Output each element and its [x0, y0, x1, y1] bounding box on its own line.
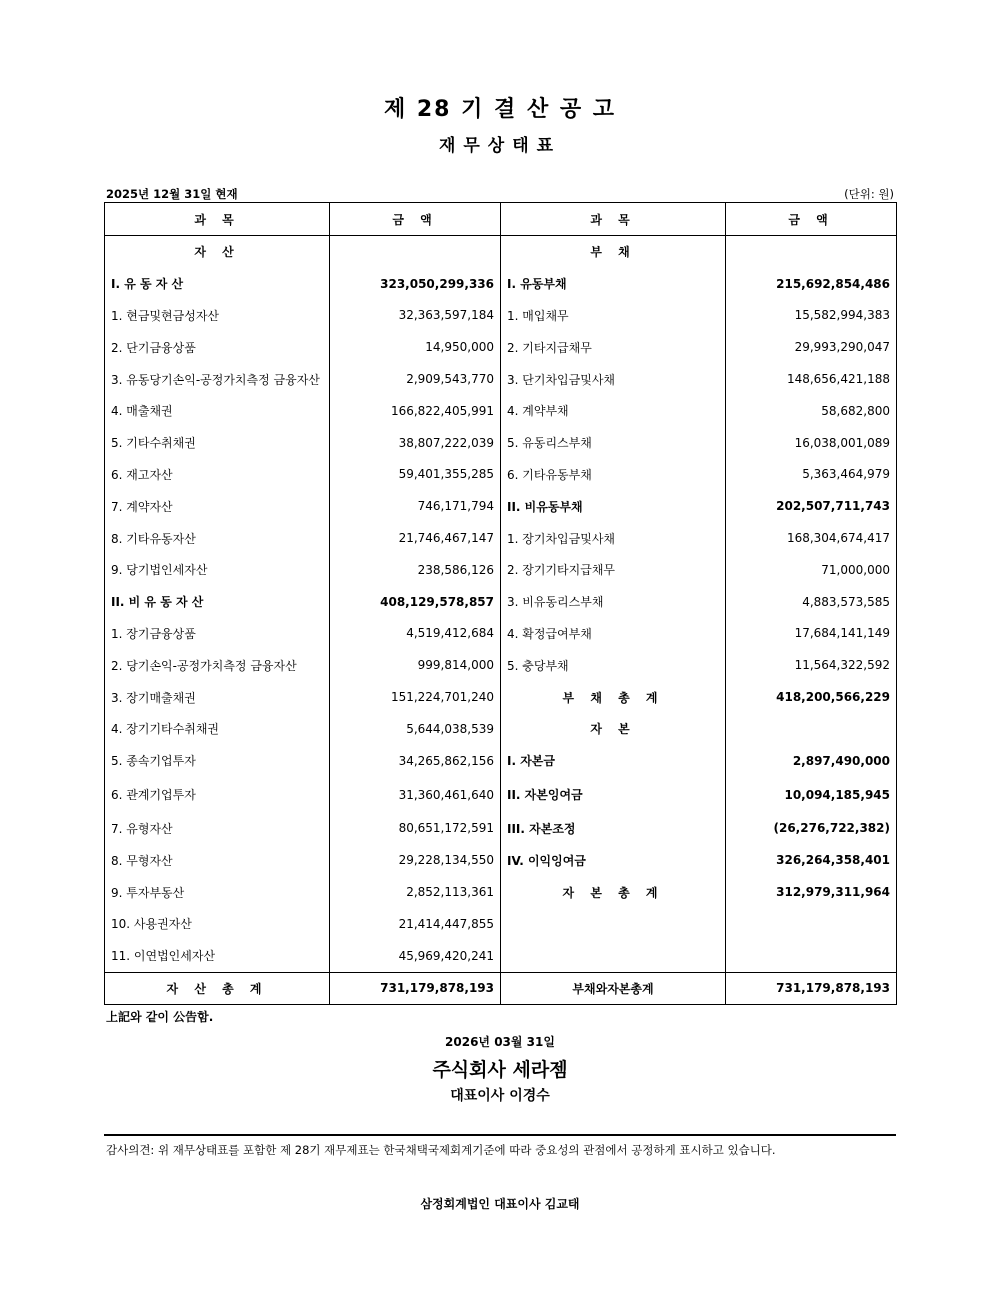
as-of-date: 2025년 12월 31일 현재 — [106, 187, 238, 201]
liability-equity-amount: 202,507,711,743 — [726, 490, 897, 522]
liability-equity-item: 5. 유동리스부채 — [501, 427, 726, 459]
asset-amount: 34,265,862,156 — [330, 745, 501, 777]
table-row — [105, 713, 897, 745]
asset-amount — [330, 236, 501, 268]
asset-amount: 2,852,113,361 — [330, 876, 501, 908]
liability-equity-item: 3. 단기차입금및사채 — [501, 363, 726, 395]
liability-equity-item: 1. 매입채무 — [501, 300, 726, 332]
asset-item: 11. 이연법인세자산 — [105, 940, 330, 972]
asset-item: 9. 당기법인세자산 — [105, 554, 330, 586]
liability-equity-item: 6. 기타유동부채 — [501, 459, 726, 491]
asset-amount: 999,814,000 — [330, 649, 501, 681]
asset-item: 3. 유동당기손익-공정가치측정 금융자산 — [105, 363, 330, 395]
table-body — [105, 236, 897, 973]
liability-equity-amount — [726, 908, 897, 940]
liability-equity-amount — [726, 940, 897, 972]
liability-equity-amount: 148,656,421,188 — [726, 363, 897, 395]
table-row — [105, 363, 897, 395]
liability-equity-amount: 11,564,322,592 — [726, 649, 897, 681]
asset-amount: 21,414,447,855 — [330, 908, 501, 940]
liability-equity-amount: 71,000,000 — [726, 554, 897, 586]
asset-item: 3. 장기매출채권 — [105, 681, 330, 713]
table-row — [105, 940, 897, 972]
statement-title: 재무상태표 — [438, 136, 562, 156]
asset-item: 1. 현금및현금성자산 — [105, 300, 330, 332]
table-row — [105, 331, 897, 363]
asset-amount: 238,586,126 — [330, 554, 501, 586]
asset-item: 7. 계약자산 — [105, 490, 330, 522]
total-row — [105, 972, 897, 1005]
table-row — [105, 844, 897, 876]
total-assets-label: 자 산 총 계 — [105, 972, 330, 1005]
audit-opinion: 감사의견: 위 재무상태표를 포함한 제 28기 재무제표는 한국채택국제회계기준에 따라 중요성의 관점에서 공정하게 표시하고 있습니다. — [106, 1143, 776, 1157]
liability-equity-item: 2. 기타지급채무 — [501, 331, 726, 363]
liability-equity-amount — [726, 713, 897, 745]
liability-equity-amount: 10,094,185,945 — [726, 777, 897, 813]
public-notice-statement: 上記와 같이 公告함. — [106, 1010, 214, 1024]
liability-equity-item: 자 본 총 계 — [501, 876, 726, 908]
liability-equity-item: 4. 계약부채 — [501, 395, 726, 427]
liability-equity-item: IV. 이익잉여금 — [501, 844, 726, 876]
liability-equity-amount: 5,363,464,979 — [726, 459, 897, 491]
asset-amount: 59,401,355,285 — [330, 459, 501, 491]
table-row — [105, 300, 897, 332]
table-row — [105, 681, 897, 713]
liability-equity-amount: 312,979,311,964 — [726, 876, 897, 908]
asset-item: 자 산 — [105, 236, 330, 268]
publication-date: 2026년 03월 31일 — [445, 1035, 555, 1049]
liability-equity-item: 부 채 총 계 — [501, 681, 726, 713]
asset-amount: 45,969,420,241 — [330, 940, 501, 972]
asset-amount: 2,909,543,770 — [330, 363, 501, 395]
table-row — [105, 236, 897, 268]
divider — [104, 1134, 896, 1136]
balance-sheet-table — [104, 202, 897, 1005]
liability-equity-amount: 4,883,573,585 — [726, 586, 897, 618]
table-row — [105, 618, 897, 650]
liability-equity-item — [501, 940, 726, 972]
table-row — [105, 395, 897, 427]
table-row — [105, 777, 897, 813]
table-row — [105, 649, 897, 681]
company-name: 주식회사 세라젬 — [432, 1059, 568, 1081]
liability-equity-item: II. 비유동부채 — [501, 490, 726, 522]
header-liabilities-item: 과 목 — [501, 203, 726, 236]
asset-amount: 38,807,222,039 — [330, 427, 501, 459]
liability-equity-item: II. 자본잉여금 — [501, 777, 726, 813]
asset-item: II. 비 유 동 자 산 — [105, 586, 330, 618]
asset-item: 1. 장기금융상품 — [105, 618, 330, 650]
asset-item: 10. 사용권자산 — [105, 908, 330, 940]
liability-equity-amount: 2,897,490,000 — [726, 745, 897, 777]
liability-equity-item: 5. 충당부채 — [501, 649, 726, 681]
asset-item: 8. 기타유동자산 — [105, 522, 330, 554]
liability-equity-item: 부 채 — [501, 236, 726, 268]
header-assets-item: 과 목 — [105, 203, 330, 236]
asset-amount: 31,360,461,640 — [330, 777, 501, 813]
liability-equity-amount — [726, 236, 897, 268]
header-assets-amount: 금 액 — [330, 203, 501, 236]
liability-equity-amount: 29,993,290,047 — [726, 331, 897, 363]
asset-amount: 408,129,578,857 — [330, 586, 501, 618]
asset-item: 5. 종속기업투자 — [105, 745, 330, 777]
currency-unit: (단위: 원) — [844, 187, 894, 201]
asset-item: 2. 단기금융상품 — [105, 331, 330, 363]
asset-amount: 166,822,405,991 — [330, 395, 501, 427]
table-row — [105, 586, 897, 618]
liability-equity-item: 3. 비유동리스부채 — [501, 586, 726, 618]
liability-equity-amount: 418,200,566,229 — [726, 681, 897, 713]
liability-equity-amount: 15,582,994,383 — [726, 300, 897, 332]
asset-amount: 32,363,597,184 — [330, 300, 501, 332]
liability-equity-amount: 16,038,001,089 — [726, 427, 897, 459]
table-row — [105, 427, 897, 459]
table-row — [105, 876, 897, 908]
asset-amount: 151,224,701,240 — [330, 681, 501, 713]
asset-item: 5. 기타수취채권 — [105, 427, 330, 459]
table-row — [105, 459, 897, 491]
liability-equity-item: 4. 확정급여부채 — [501, 618, 726, 650]
asset-amount: 4,519,412,684 — [330, 618, 501, 650]
liability-equity-amount: (26,276,722,382) — [726, 813, 897, 845]
asset-amount: 80,651,172,591 — [330, 813, 501, 845]
table-row — [105, 745, 897, 777]
liability-equity-item: III. 자본조정 — [501, 813, 726, 845]
notice-title: 제 28 기 결 산 공 고 — [383, 97, 617, 122]
asset-amount: 5,644,038,539 — [330, 713, 501, 745]
asset-amount: 746,171,794 — [330, 490, 501, 522]
asset-item: 2. 당기손익-공정가치측정 금융자산 — [105, 649, 330, 681]
liability-equity-item: 1. 장기차입금및사채 — [501, 522, 726, 554]
table-header-row — [105, 203, 897, 236]
liability-equity-item: 자 본 — [501, 713, 726, 745]
asset-item: 6. 관계기업투자 — [105, 777, 330, 813]
header-liabilities-amount: 금 액 — [726, 203, 897, 236]
asset-item: 6. 재고자산 — [105, 459, 330, 491]
asset-item: 4. 장기기타수취채권 — [105, 713, 330, 745]
asset-amount: 29,228,134,550 — [330, 844, 501, 876]
total-liabilities-equity-amount: 731,179,878,193 — [726, 972, 897, 1005]
asset-item: 9. 투자부동산 — [105, 876, 330, 908]
liability-equity-amount: 58,682,800 — [726, 395, 897, 427]
total-liabilities-equity-label: 부채와자본총계 — [501, 972, 726, 1005]
liability-equity-item — [501, 908, 726, 940]
table-row — [105, 554, 897, 586]
liability-equity-item: I. 자본금 — [501, 745, 726, 777]
table-row — [105, 908, 897, 940]
asset-amount: 21,746,467,147 — [330, 522, 501, 554]
liability-equity-amount: 215,692,854,486 — [726, 268, 897, 300]
ceo-name: 대표이사 이경수 — [450, 1088, 550, 1104]
liability-equity-item: 2. 장기기타지급채무 — [501, 554, 726, 586]
asset-item: 8. 무형자산 — [105, 844, 330, 876]
asset-amount: 14,950,000 — [330, 331, 501, 363]
table-row — [105, 813, 897, 845]
table-row — [105, 268, 897, 300]
table-row — [105, 490, 897, 522]
asset-item: 4. 매출채권 — [105, 395, 330, 427]
asset-item: 7. 유형자산 — [105, 813, 330, 845]
asset-amount: 323,050,299,336 — [330, 268, 501, 300]
liability-equity-amount: 326,264,358,401 — [726, 844, 897, 876]
table-row — [105, 522, 897, 554]
liability-equity-amount: 17,684,141,149 — [726, 618, 897, 650]
asset-item: I. 유 동 자 산 — [105, 268, 330, 300]
total-assets-amount: 731,179,878,193 — [330, 972, 501, 1005]
auditor-name: 삼정회계법인 대표이사 김교태 — [420, 1197, 580, 1211]
liability-equity-amount: 168,304,674,417 — [726, 522, 897, 554]
liability-equity-item: I. 유동부채 — [501, 268, 726, 300]
